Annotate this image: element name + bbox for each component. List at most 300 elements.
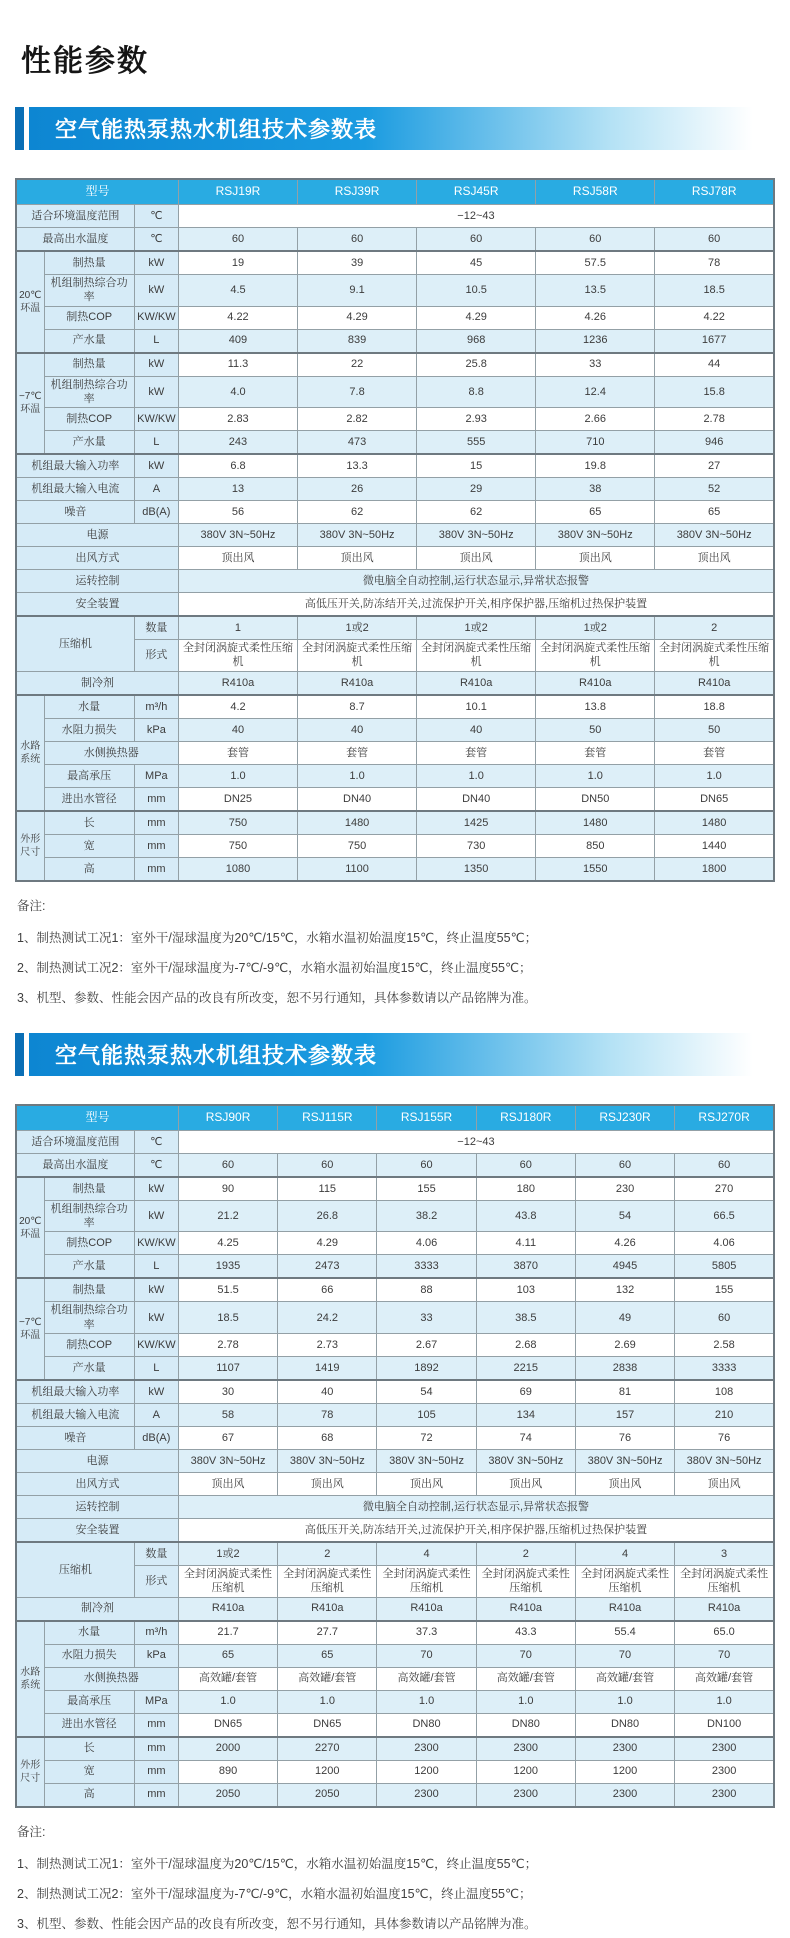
row-label-cell: 形式 — [134, 640, 178, 672]
value-cell: 380V 3N~50Hz — [278, 1449, 377, 1472]
value-cell: 72 — [377, 1426, 476, 1449]
value-cell: 243 — [178, 431, 297, 455]
value-cell: DN40 — [298, 787, 417, 811]
value-cell: 38.5 — [476, 1302, 575, 1334]
value-cell: 18.5 — [655, 275, 774, 307]
value-cell: 1200 — [476, 1760, 575, 1783]
value-cell: −12~43 — [178, 205, 774, 228]
value-cell: 69 — [476, 1380, 575, 1404]
row-label-cell: kW — [134, 376, 178, 408]
value-cell: 1892 — [377, 1356, 476, 1380]
value-cell: R410a — [278, 1597, 377, 1621]
value-cell: DN25 — [178, 787, 297, 811]
value-cell: DN65 — [655, 787, 774, 811]
row-label-cell: L — [134, 329, 178, 353]
value-cell: 2.78 — [655, 408, 774, 431]
value-cell: 顶出风 — [377, 1472, 476, 1495]
value-cell: 60 — [655, 228, 774, 252]
value-cell: 微电脑全自动控制,运行状态显示,异常状态报警 — [178, 570, 774, 593]
value-cell: 750 — [178, 811, 297, 835]
banner-gradient — [29, 107, 775, 150]
value-cell: 968 — [417, 329, 536, 353]
table-row — [16, 547, 774, 570]
value-cell: R410a — [575, 1597, 674, 1621]
table-row — [16, 1621, 774, 1645]
row-label-cell: L — [134, 1255, 178, 1279]
value-cell: 4.25 — [178, 1232, 277, 1255]
value-cell: 33 — [377, 1302, 476, 1334]
value-cell: 3333 — [675, 1356, 774, 1380]
row-label-cell: mm — [134, 1713, 178, 1737]
table-row — [16, 205, 774, 228]
value-cell: 1.0 — [377, 1690, 476, 1713]
value-cell: 43.3 — [476, 1621, 575, 1645]
table-row — [16, 1426, 774, 1449]
value-cell: 65 — [178, 1644, 277, 1667]
row-label-cell: KW/KW — [134, 1232, 178, 1255]
row-label-cell: 水侧换热器 — [44, 741, 178, 764]
row-label-cell: 产水量 — [44, 431, 134, 455]
value-cell: 4.26 — [575, 1232, 674, 1255]
section-1 — [15, 107, 775, 1006]
table-row — [16, 1472, 774, 1495]
value-cell: 890 — [178, 1760, 277, 1783]
row-label-cell: 压缩机 — [16, 616, 134, 671]
banner-title: 空气能热泵热水机组技术参数表 — [55, 117, 378, 142]
row-label-cell: 外形尺寸 — [16, 1737, 44, 1807]
row-label-cell: 最高承压 — [44, 1690, 134, 1713]
value-cell: 26.8 — [278, 1200, 377, 1232]
row-label-cell: 形式 — [134, 1565, 178, 1597]
row-label-cell: 制热量 — [44, 1278, 134, 1302]
value-cell: 1550 — [536, 857, 655, 881]
value-cell: 105 — [377, 1403, 476, 1426]
table-row — [16, 1177, 774, 1201]
value-cell: 380V 3N~50Hz — [377, 1449, 476, 1472]
row-label-cell: 电源 — [16, 1449, 178, 1472]
model-name-cell: RSJ270R — [675, 1105, 774, 1131]
value-cell: 6.8 — [178, 454, 297, 478]
table-row — [16, 616, 774, 640]
value-cell: 2300 — [575, 1783, 674, 1807]
value-cell: 1.0 — [178, 764, 297, 787]
value-cell: 38.2 — [377, 1200, 476, 1232]
model-header-cell: 型号 — [16, 1105, 178, 1131]
value-cell: 1.0 — [476, 1690, 575, 1713]
value-cell: 1200 — [377, 1760, 476, 1783]
value-cell: 2.73 — [278, 1333, 377, 1356]
value-cell: 高低压开关,防冻结开关,过流保护开关,相序保护器,压缩机过热保护装置 — [178, 1518, 774, 1542]
row-label-cell: 水阻力损失 — [44, 718, 134, 741]
value-cell: 19 — [178, 251, 297, 275]
row-label-cell: 产水量 — [44, 1356, 134, 1380]
value-cell: 946 — [655, 431, 774, 455]
model-name-cell: RSJ90R — [178, 1105, 277, 1131]
value-cell: 套管 — [178, 741, 297, 764]
value-cell: 65 — [536, 501, 655, 524]
table-row — [16, 787, 774, 811]
value-cell: 高效罐/套管 — [377, 1667, 476, 1690]
value-cell: 1.0 — [655, 764, 774, 787]
row-label-cell: 运转控制 — [16, 1495, 178, 1518]
model-name-cell: RSJ78R — [655, 179, 774, 205]
table-row — [16, 251, 774, 275]
row-label-cell: kW — [134, 1302, 178, 1334]
value-cell: 66 — [278, 1278, 377, 1302]
row-label-cell: L — [134, 1356, 178, 1380]
value-cell: 88 — [377, 1278, 476, 1302]
table-row — [16, 593, 774, 617]
row-label-cell: 产水量 — [44, 1255, 134, 1279]
value-cell: 4.29 — [278, 1232, 377, 1255]
row-label-cell: 最高出水温度 — [16, 228, 134, 252]
value-cell: 顶出风 — [476, 1472, 575, 1495]
row-label-cell: 20℃环温 — [16, 251, 44, 353]
value-cell: 12.4 — [536, 376, 655, 408]
row-label-cell: kW — [134, 1380, 178, 1404]
row-label-cell: m³/h — [134, 695, 178, 719]
value-cell: 2300 — [476, 1737, 575, 1761]
value-cell: 65.0 — [675, 1621, 774, 1645]
spec-table-1 — [15, 178, 775, 882]
value-cell: R410a — [178, 671, 297, 695]
value-cell: 473 — [298, 431, 417, 455]
value-cell: 58 — [178, 1403, 277, 1426]
value-cell: 4 — [575, 1542, 674, 1566]
value-cell: 4.0 — [178, 376, 297, 408]
table-row — [16, 695, 774, 719]
value-cell: 4 — [377, 1542, 476, 1566]
value-cell: 39 — [298, 251, 417, 275]
value-cell: 10.1 — [417, 695, 536, 719]
value-cell: 750 — [178, 834, 297, 857]
row-label-cell: ℃ — [134, 205, 178, 228]
table-row — [16, 1130, 774, 1153]
model-header-cell: 型号 — [16, 179, 178, 205]
value-cell: 56 — [178, 501, 297, 524]
note-item: 1、制热测试工况1：室外干/湿球温度为20℃/15℃，水箱水温初始温度15℃，终止温度55℃； — [17, 1856, 538, 1871]
row-label-cell: 制热COP — [44, 306, 134, 329]
row-label-cell: 安全装置 — [16, 1518, 178, 1542]
value-cell: 11.3 — [178, 353, 297, 377]
table-row — [16, 501, 774, 524]
value-cell: 3 — [675, 1542, 774, 1566]
value-cell: 全封闭涡旋式柔性压缩机 — [178, 1565, 277, 1597]
value-cell: 2050 — [178, 1783, 277, 1807]
value-cell: 65 — [655, 501, 774, 524]
model-name-cell: RSJ155R — [377, 1105, 476, 1131]
row-label-cell: 机组制热综合功率 — [44, 1200, 134, 1232]
row-label-cell: mm — [134, 811, 178, 835]
value-cell: 37.3 — [377, 1621, 476, 1645]
table-row — [16, 1255, 774, 1279]
value-cell: 套管 — [417, 741, 536, 764]
value-cell: 2270 — [278, 1737, 377, 1761]
banner-gradient — [29, 1033, 775, 1076]
table-row — [16, 1737, 774, 1761]
note-item: 1、制热测试工况1：室外干/湿球温度为20℃/15℃，水箱水温初始温度15℃，终止温度55℃； — [17, 930, 538, 945]
row-label-cell: 机组最大输入电流 — [16, 1403, 134, 1426]
row-label-cell: 制冷剂 — [16, 1597, 178, 1621]
row-label-cell: ℃ — [134, 1153, 178, 1177]
page — [0, 44, 790, 1932]
value-cell: 2050 — [278, 1783, 377, 1807]
model-name-cell: RSJ180R — [476, 1105, 575, 1131]
value-cell: 全封闭涡旋式柔性压缩机 — [675, 1565, 774, 1597]
row-label-cell: KW/KW — [134, 306, 178, 329]
row-label-cell: 电源 — [16, 524, 178, 547]
value-cell: 1200 — [278, 1760, 377, 1783]
value-cell: 2215 — [476, 1356, 575, 1380]
value-cell: 18.5 — [178, 1302, 277, 1334]
value-cell: 66.5 — [675, 1200, 774, 1232]
value-cell: 2300 — [377, 1737, 476, 1761]
value-cell: 22 — [298, 353, 417, 377]
value-cell: 4.06 — [675, 1232, 774, 1255]
value-cell: 60 — [476, 1153, 575, 1177]
value-cell: 1.0 — [675, 1690, 774, 1713]
value-cell: 7.8 — [298, 376, 417, 408]
note-item: 2、制热测试工况2：室外干/湿球温度为-7℃/-9℃，水箱水温初始温度15℃，终止温度55℃； — [17, 960, 532, 975]
value-cell: 1419 — [278, 1356, 377, 1380]
table-row — [16, 1333, 774, 1356]
row-label-cell: 适合环境温度范围 — [16, 1130, 134, 1153]
value-cell: 380V 3N~50Hz — [575, 1449, 674, 1472]
value-cell: 顶出风 — [575, 1472, 674, 1495]
value-cell: 380V 3N~50Hz — [536, 524, 655, 547]
value-cell: 76 — [675, 1426, 774, 1449]
row-label-cell: 制热量 — [44, 1177, 134, 1201]
value-cell: 62 — [298, 501, 417, 524]
value-cell: 高效罐/套管 — [476, 1667, 575, 1690]
table-row — [16, 376, 774, 408]
value-cell: 108 — [675, 1380, 774, 1404]
value-cell: 2 — [655, 616, 774, 640]
row-label-cell: kW — [134, 251, 178, 275]
value-cell: 全封闭涡旋式柔性压缩机 — [278, 1565, 377, 1597]
table-row — [16, 741, 774, 764]
row-label-cell: 制热量 — [44, 251, 134, 275]
value-cell: 90 — [178, 1177, 277, 1201]
row-label-cell: 宽 — [44, 1760, 134, 1783]
note-item: 3、机型、参数、性能会因产品的改良有所改变，恕不另行通知，具体参数请以产品铭牌为准。 — [17, 1916, 537, 1931]
value-cell: 60 — [417, 228, 536, 252]
row-label-cell: 制热量 — [44, 353, 134, 377]
value-cell: 21.2 — [178, 1200, 277, 1232]
value-cell: 2 — [476, 1542, 575, 1566]
value-cell: 21.7 — [178, 1621, 277, 1645]
value-cell: 顶出风 — [178, 547, 297, 570]
value-cell: 4.5 — [178, 275, 297, 307]
value-cell: 2000 — [178, 1737, 277, 1761]
value-cell: 76 — [575, 1426, 674, 1449]
table-header-row — [16, 1105, 774, 1131]
value-cell: 1100 — [298, 857, 417, 881]
value-cell: 60 — [575, 1153, 674, 1177]
row-label-cell: 20℃环温 — [16, 1177, 44, 1279]
value-cell: 40 — [298, 718, 417, 741]
row-label-cell: mm — [134, 857, 178, 881]
value-cell: 2473 — [278, 1255, 377, 1279]
value-cell: 全封闭涡旋式柔性压缩机 — [655, 640, 774, 672]
value-cell: 2.83 — [178, 408, 297, 431]
row-label-cell: 出风方式 — [16, 547, 178, 570]
table-row — [16, 1713, 774, 1737]
value-cell: 2300 — [575, 1737, 674, 1761]
value-cell: 2300 — [476, 1783, 575, 1807]
row-label-cell: 机组最大输入电流 — [16, 478, 134, 501]
note-item: 3、机型、参数、性能会因产品的改良有所改变，恕不另行通知，具体参数请以产品铭牌为准。 — [17, 990, 537, 1005]
row-label-cell: 机组最大输入功率 — [16, 1380, 134, 1404]
value-cell: 2.93 — [417, 408, 536, 431]
row-label-cell: kW — [134, 275, 178, 307]
value-cell: 全封闭涡旋式柔性压缩机 — [178, 640, 297, 672]
value-cell: 套管 — [298, 741, 417, 764]
value-cell: 1.0 — [417, 764, 536, 787]
row-label-cell: 制热COP — [44, 408, 134, 431]
value-cell: 15 — [417, 454, 536, 478]
value-cell: 8.8 — [417, 376, 536, 408]
value-cell: 380V 3N~50Hz — [178, 1449, 277, 1472]
table-row — [16, 1783, 774, 1807]
row-label-cell: 数量 — [134, 1542, 178, 1566]
table-row — [16, 1760, 774, 1783]
value-cell: R410a — [655, 671, 774, 695]
row-label-cell: mm — [134, 1737, 178, 1761]
row-label-cell: 制热COP — [44, 1333, 134, 1356]
row-label-cell: 长 — [44, 1737, 134, 1761]
value-cell: 2300 — [675, 1760, 774, 1783]
table-row — [16, 834, 774, 857]
value-cell: 60 — [178, 1153, 277, 1177]
value-cell: 33 — [536, 353, 655, 377]
value-cell: 4.26 — [536, 306, 655, 329]
row-label-cell: 运转控制 — [16, 570, 178, 593]
value-cell: DN80 — [575, 1713, 674, 1737]
table-row — [16, 1597, 774, 1621]
value-cell: 10.5 — [417, 275, 536, 307]
row-label-cell: 水量 — [44, 695, 134, 719]
value-cell: 1107 — [178, 1356, 277, 1380]
row-label-cell: 高 — [44, 1783, 134, 1807]
value-cell: 2.68 — [476, 1333, 575, 1356]
value-cell: R410a — [675, 1597, 774, 1621]
value-cell: 顶出风 — [655, 547, 774, 570]
value-cell: 1.0 — [178, 1690, 277, 1713]
value-cell: 4.22 — [655, 306, 774, 329]
section-banner-1 — [15, 107, 775, 150]
value-cell: 839 — [298, 329, 417, 353]
value-cell: 2.66 — [536, 408, 655, 431]
notes-2 — [17, 1822, 775, 1932]
row-label-cell: −7℃环温 — [16, 353, 44, 455]
value-cell: 1.0 — [575, 1690, 674, 1713]
value-cell: 380V 3N~50Hz — [298, 524, 417, 547]
row-label-cell: A — [134, 1403, 178, 1426]
notes-label: 备注: — [17, 898, 46, 913]
row-label-cell: dB(A) — [134, 501, 178, 524]
value-cell: 155 — [675, 1278, 774, 1302]
value-cell: 40 — [278, 1380, 377, 1404]
value-cell: 18.8 — [655, 695, 774, 719]
value-cell: 132 — [575, 1278, 674, 1302]
value-cell: 1425 — [417, 811, 536, 835]
table-row — [16, 329, 774, 353]
table-row — [16, 1644, 774, 1667]
value-cell: 380V 3N~50Hz — [655, 524, 774, 547]
value-cell: R410a — [536, 671, 655, 695]
value-cell: 24.2 — [278, 1302, 377, 1334]
row-label-cell: ℃ — [134, 1130, 178, 1153]
row-label-cell: −7℃环温 — [16, 1278, 44, 1380]
value-cell: 60 — [377, 1153, 476, 1177]
value-cell: 全封闭涡旋式柔性压缩机 — [476, 1565, 575, 1597]
row-label-cell: kW — [134, 353, 178, 377]
value-cell: 1935 — [178, 1255, 277, 1279]
value-cell: 2300 — [377, 1783, 476, 1807]
value-cell: 43.8 — [476, 1200, 575, 1232]
table-row — [16, 570, 774, 593]
value-cell: 60 — [675, 1302, 774, 1334]
value-cell: 高效罐/套管 — [278, 1667, 377, 1690]
value-cell: R410a — [178, 1597, 277, 1621]
value-cell: 26 — [298, 478, 417, 501]
value-cell: 高效罐/套管 — [675, 1667, 774, 1690]
value-cell: 52 — [655, 478, 774, 501]
value-cell: 380V 3N~50Hz — [417, 524, 536, 547]
value-cell: 70 — [476, 1644, 575, 1667]
value-cell: 1677 — [655, 329, 774, 353]
row-label-cell: 机组制热综合功率 — [44, 275, 134, 307]
row-label-cell: 高 — [44, 857, 134, 881]
value-cell: 40 — [417, 718, 536, 741]
value-cell: 1或2 — [417, 616, 536, 640]
value-cell: 45 — [417, 251, 536, 275]
row-label-cell: 长 — [44, 811, 134, 835]
value-cell: 1.0 — [278, 1690, 377, 1713]
row-label-cell: 进出水管径 — [44, 1713, 134, 1737]
value-cell: 2.78 — [178, 1333, 277, 1356]
value-cell: 50 — [655, 718, 774, 741]
value-cell: 1.0 — [298, 764, 417, 787]
row-label-cell: mm — [134, 834, 178, 857]
row-label-cell: 机组制热综合功率 — [44, 1302, 134, 1334]
value-cell: 380V 3N~50Hz — [178, 524, 297, 547]
value-cell: 750 — [298, 834, 417, 857]
table-row — [16, 1278, 774, 1302]
row-label-cell: 水路系统 — [16, 1621, 44, 1737]
value-cell: DN65 — [278, 1713, 377, 1737]
row-label-cell: 最高承压 — [44, 764, 134, 787]
value-cell: 4.29 — [417, 306, 536, 329]
model-name-cell: RSJ115R — [278, 1105, 377, 1131]
value-cell: 3333 — [377, 1255, 476, 1279]
banner-accent-bar — [15, 107, 24, 150]
value-cell: 54 — [575, 1200, 674, 1232]
value-cell: 78 — [278, 1403, 377, 1426]
row-label-cell: 水路系统 — [16, 695, 44, 811]
value-cell: 高效罐/套管 — [178, 1667, 277, 1690]
row-label-cell: 适合环境温度范围 — [16, 205, 134, 228]
value-cell: 50 — [536, 718, 655, 741]
value-cell: 30 — [178, 1380, 277, 1404]
value-cell: 2.82 — [298, 408, 417, 431]
spec-table-2 — [15, 1104, 775, 1808]
table-row — [16, 1403, 774, 1426]
value-cell: 2838 — [575, 1356, 674, 1380]
row-label-cell: 外形尺寸 — [16, 811, 44, 881]
table-row — [16, 1200, 774, 1232]
